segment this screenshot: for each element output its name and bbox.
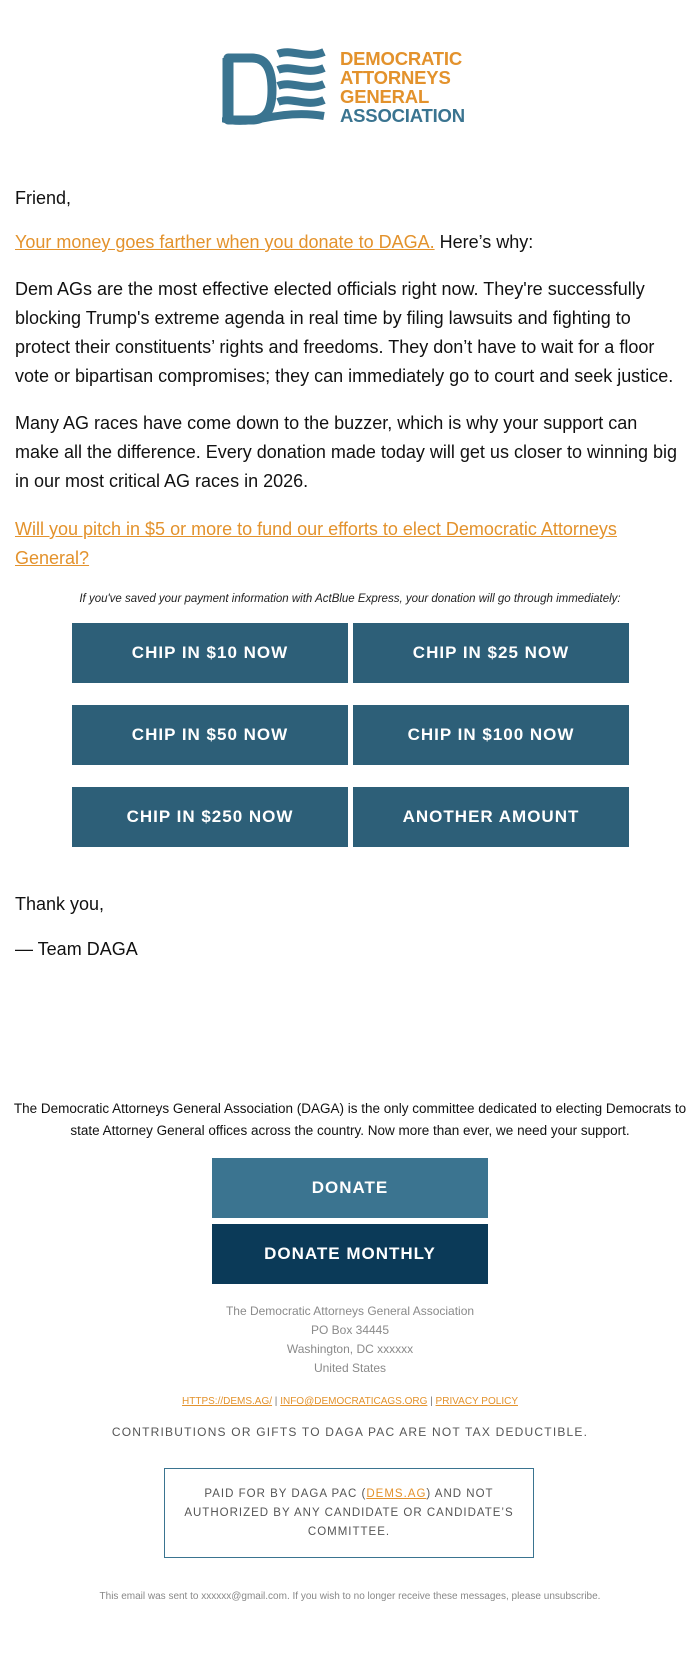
- paid-for-text: [183, 1485, 515, 1542]
- daga-flag-logo-icon: [222, 44, 330, 130]
- chip-in-250-button[interactable]: CHIP IN $250 NOW: [72, 787, 348, 847]
- another-amount-button[interactable]: ANOTHER AMOUNT: [353, 787, 629, 847]
- chip-row-1: [72, 623, 629, 683]
- paid-for-disclaimer-box: [164, 1468, 534, 1558]
- site-link[interactable]: HTTPS://DEMS.AG/: [182, 1396, 273, 1407]
- donate-button[interactable]: DONATE: [212, 1158, 488, 1218]
- logo-line-general: GENERAL: [340, 86, 430, 107]
- body-paragraph-2: [15, 409, 685, 496]
- link-separator: |: [427, 1396, 436, 1407]
- chip-row-3: [72, 787, 629, 847]
- pitch-donate-link[interactable]: Will you pitch in $5 or more to fund our efforts to elect Democratic Attorneys General?: [15, 519, 617, 568]
- actblue-express-note: If you've saved your payment information with ActBlue Express, your donation will go through immediately:: [79, 593, 621, 605]
- greeting: [15, 184, 685, 213]
- chip-in-25-button[interactable]: CHIP IN $25 NOW: [353, 623, 629, 683]
- chip-in-50-button[interactable]: CHIP IN $50 NOW: [72, 705, 348, 765]
- address-org: The Democratic Attorneys General Association: [225, 1304, 475, 1318]
- paid-for-before: PAID FOR BY DAGA PAC (: [204, 1487, 367, 1500]
- donate-monthly-button[interactable]: DONATE MONTHLY: [212, 1224, 488, 1284]
- address-country: United States: [313, 1361, 387, 1375]
- thanks-text: Thank you,: [15, 894, 105, 914]
- logo-wordmark: [340, 49, 465, 125]
- footer-description: The Democratic Attorneys General Association (DAGA) is the only committee dedicated to electing Democrats to state Attorney General offices across the country. Now more than ever, we need your support.: [13, 1101, 687, 1138]
- body-paragraph-1-text: Dem AGs are the most effective elected officials right now. They're successfully blocking Trump's extreme agenda in real time by filing lawsuits and fighting to protect their constituents’ rights and freedoms. They don’t have to wait for a floor vote or bipartisan compromises; they can immediately go to court and seek justice.: [15, 279, 674, 386]
- email-link[interactable]: INFO@DEMOCRATICAGS.ORG: [280, 1396, 428, 1407]
- address-po: PO Box 34445: [310, 1323, 390, 1337]
- thanks: [15, 890, 685, 919]
- signoff-text: — Team DAGA: [15, 939, 138, 959]
- pitch-paragraph: [15, 515, 685, 573]
- footer-links: [0, 1396, 700, 1407]
- tax-disclaimer: CONTRIBUTIONS OR GIFTS TO DAGA PAC ARE NOT TAX DEDUCTIBLE.: [111, 1425, 589, 1439]
- address-city: Washington, DC xxxxxx: [286, 1342, 414, 1356]
- chip-in-button-grid: [72, 623, 629, 869]
- intro-line: [15, 228, 685, 257]
- donate-intro-link[interactable]: Your money goes farther when you donate to DAGA.: [15, 232, 435, 252]
- body-paragraph-1: [15, 275, 685, 391]
- logo-line-attorneys: ATTORNEYS: [340, 67, 451, 88]
- intro-rest-text: Here’s why:: [434, 232, 534, 252]
- link-separator: |: [272, 1396, 281, 1407]
- paid-for-after: ) AND NOT AUTHORIZED BY ANY CANDIDATE OR CANDIDATE’S COMMITTEE.: [184, 1487, 514, 1538]
- body-paragraph-2-text: Many AG races have come down to the buzzer, which is why your support can make all the difference. Every donation made today will get us closer to winning big in our most critical AG races in 2026.: [15, 413, 678, 491]
- greeting-text: Friend,: [15, 188, 72, 208]
- chip-in-100-button[interactable]: CHIP IN $100 NOW: [353, 705, 629, 765]
- logo-line-association: ASSOCIATION: [340, 105, 465, 126]
- signoff: [15, 935, 685, 964]
- chip-in-10-button[interactable]: CHIP IN $10 NOW: [72, 623, 348, 683]
- unsubscribe-note: This email was sent to xxxxxx@gmail.com. If you wish to no longer receive these messages, please unsubscribe.: [99, 1591, 601, 1602]
- logo-line-democratic: DEMOCRATIC: [340, 48, 463, 69]
- daga-logo[interactable]: [222, 42, 478, 132]
- intro-paragraph: [15, 228, 685, 257]
- chip-row-2: [72, 705, 629, 765]
- mailing-address: [0, 1302, 700, 1378]
- pitch-line: [15, 515, 685, 573]
- paid-for-dems-ag-link[interactable]: DEMS.AG: [366, 1487, 427, 1500]
- privacy-policy-link[interactable]: PRIVACY POLICY: [435, 1396, 518, 1407]
